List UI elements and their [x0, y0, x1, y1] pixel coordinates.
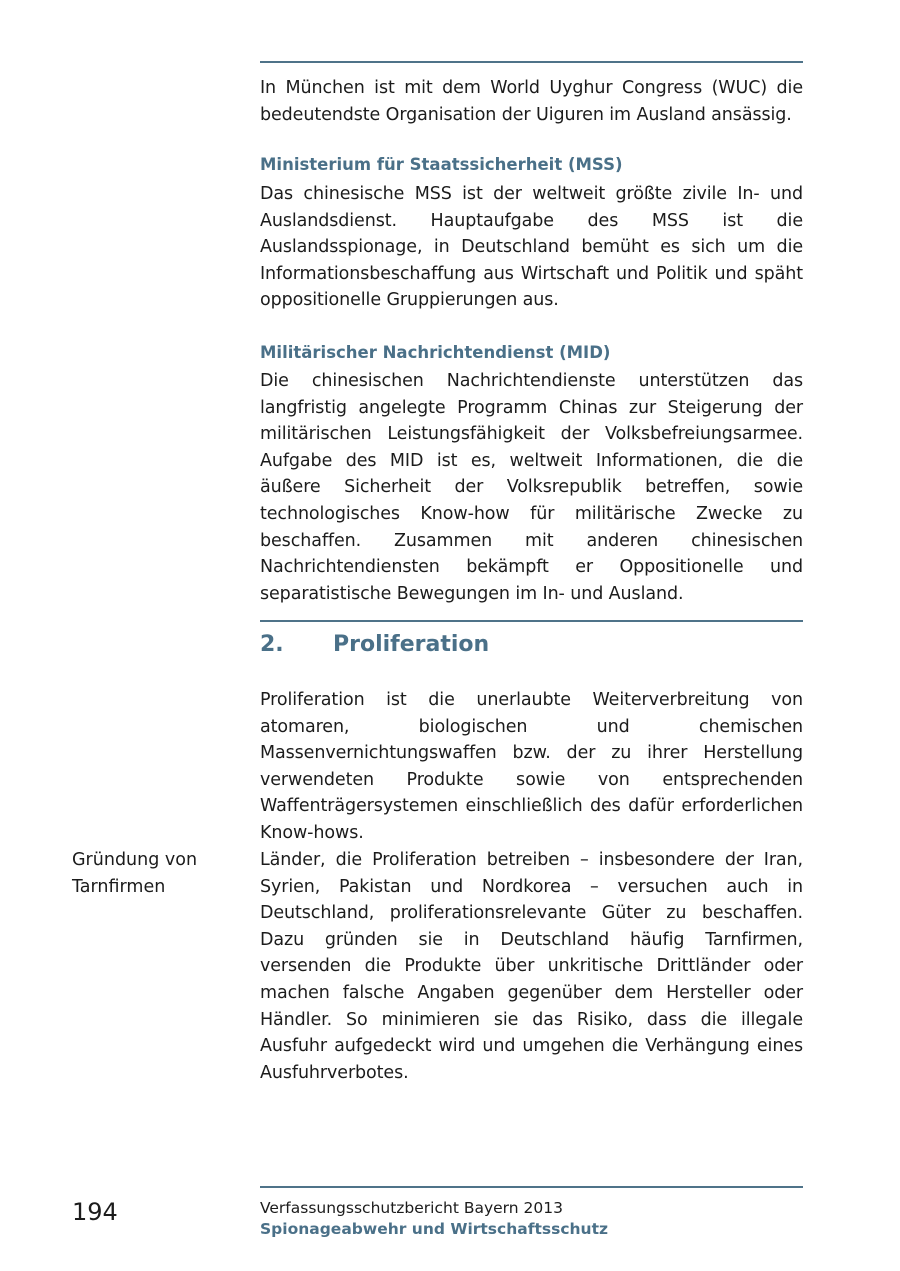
- top-divider: [260, 61, 803, 63]
- page-number: 194: [72, 1198, 118, 1226]
- proliferation-paragraph: Länder, die Proliferation betreiben – insbesondere der Iran, Syrien, Pakistan und Nordkorea – versuchen auch in Deutschland, proliferationsrelevante Güter zu beschaffen. Dazu gründen sie in Deutschland häufig Tarnfirmen, versenden die Produkte über unkritische Drittländer oder machen falsche Angaben gegenüber dem Hersteller oder Händler. So minimieren sie das Risiko, dass die illegale Ausfuhr aufgedeckt wird und umgehen die Verhängung eines Ausfuhrverbotes.: [260, 850, 803, 1083]
- mss-heading: Ministerium für Staatssicherheit (MSS): [260, 155, 623, 174]
- section-heading: [260, 628, 489, 662]
- intro-paragraph: In München ist mit dem World Uyghur Congress (WUC) die bedeutendste Organisation der Uiguren im Ausland ansässig.: [260, 78, 803, 125]
- mid-paragraph: Die chinesischen Nachrichtendienste unterstützen das langfristig angelegte Programm Chinas zur Steigerung der militärischen Leistungsfähigkeit der Volksbefreiungsarmee. Aufgabe des MID ist es, weltweit Informationen, die die äußere Sicherheit der Volksrepublik betreffen, sowie technologisches Know-how für militärische Zwecke zu beschaffen. Zusammen mit anderen chinesischen Nachrichtendiensten bekämpft er Oppositionelle und separatistische Bewegungen im In- und Ausland.: [260, 371, 803, 604]
- margin-note: [72, 847, 242, 901]
- mss-paragraph: Das chinesische MSS ist der weltweit größte zivile In- und Auslandsdienst. Hauptaufgabe des MSS ist die Auslandsspionage, in Deutschland bemüht es sich um die Informationsbeschaffung aus Wirtschaft und Politik und späht oppositionelle Gruppierungen aus.: [260, 184, 803, 311]
- footer-title: Verfassungsschutzbericht Bayern 2013: [260, 1199, 563, 1217]
- margin-note-line: Tarnfirmen: [72, 877, 166, 897]
- section-title: Proliferation: [333, 632, 490, 657]
- margin-note-line: Gründung von: [72, 850, 198, 870]
- footer-divider: [260, 1186, 803, 1188]
- section-number: 2.: [260, 632, 284, 657]
- mid-heading: Militärischer Nachrichtendienst (MID): [260, 343, 611, 362]
- footer-subtitle: Spionageabwehr und Wirtschaftsschutz: [260, 1220, 609, 1238]
- proliferation-definition: Proliferation ist die unerlaubte Weiterverbreitung von atomaren, biologischen und chemischen Massenvernichtungswaffen bzw. der zu ihrer Herstellung verwendeten Produkte sowie von entsprechenden Waffenträgersystemen einschließlich des dafür erforderlichen Know-hows.: [260, 690, 803, 843]
- section-divider: [260, 620, 803, 622]
